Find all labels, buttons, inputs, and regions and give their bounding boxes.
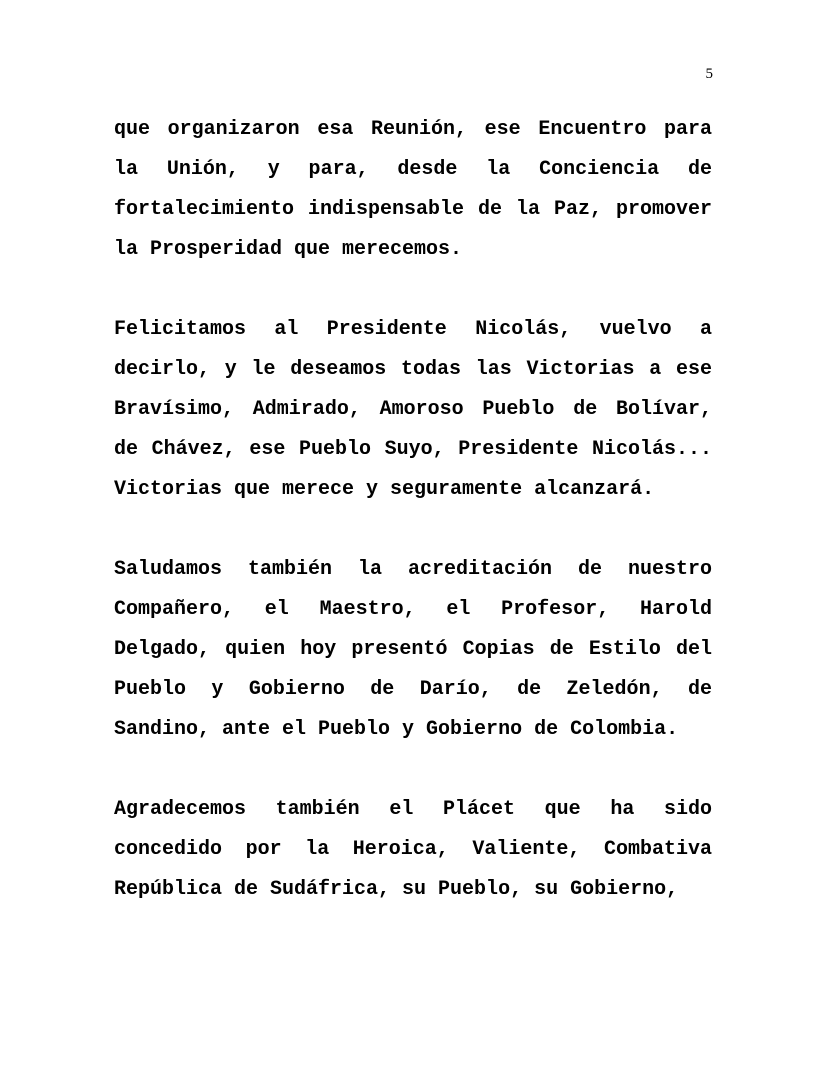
paragraph-3: Saludamos también la acreditación de nuestro Compañero, el Maestro, el Profesor, Harold Delgado, quien hoy presentó Copias de Estilo del Pueblo y Gobierno de Darío, de Zeledón, de Sandino, ante el Pueblo y Gobierno de Colombia. xyxy=(114,558,712,741)
paragraph-1: que organizaron esa Reunión, ese Encuentro para la Unión, y para, desde la Conciencia de fortalecimiento indispensable de la Paz, promover la Prosperidad que merecemos. xyxy=(114,118,712,261)
page-number: 5 xyxy=(705,66,713,82)
paragraph-2: Felicitamos al Presidente Nicolás, vuelvo a decirlo, y le deseamos todas las Victorias a ese Bravísimo, Admirado, Amoroso Pueblo de Bolívar, de Chávez, ese Pueblo Suyo, Presidente Nicolás... Victorias que merece y seguramente alcanzará. xyxy=(114,318,712,501)
document-body xyxy=(114,110,712,950)
paragraph-4: Agradecemos también el Plácet que ha sido concedido por la Heroica, Valiente, Combativa República de Sudáfrica, su Pueblo, su Gobierno, xyxy=(114,798,712,901)
